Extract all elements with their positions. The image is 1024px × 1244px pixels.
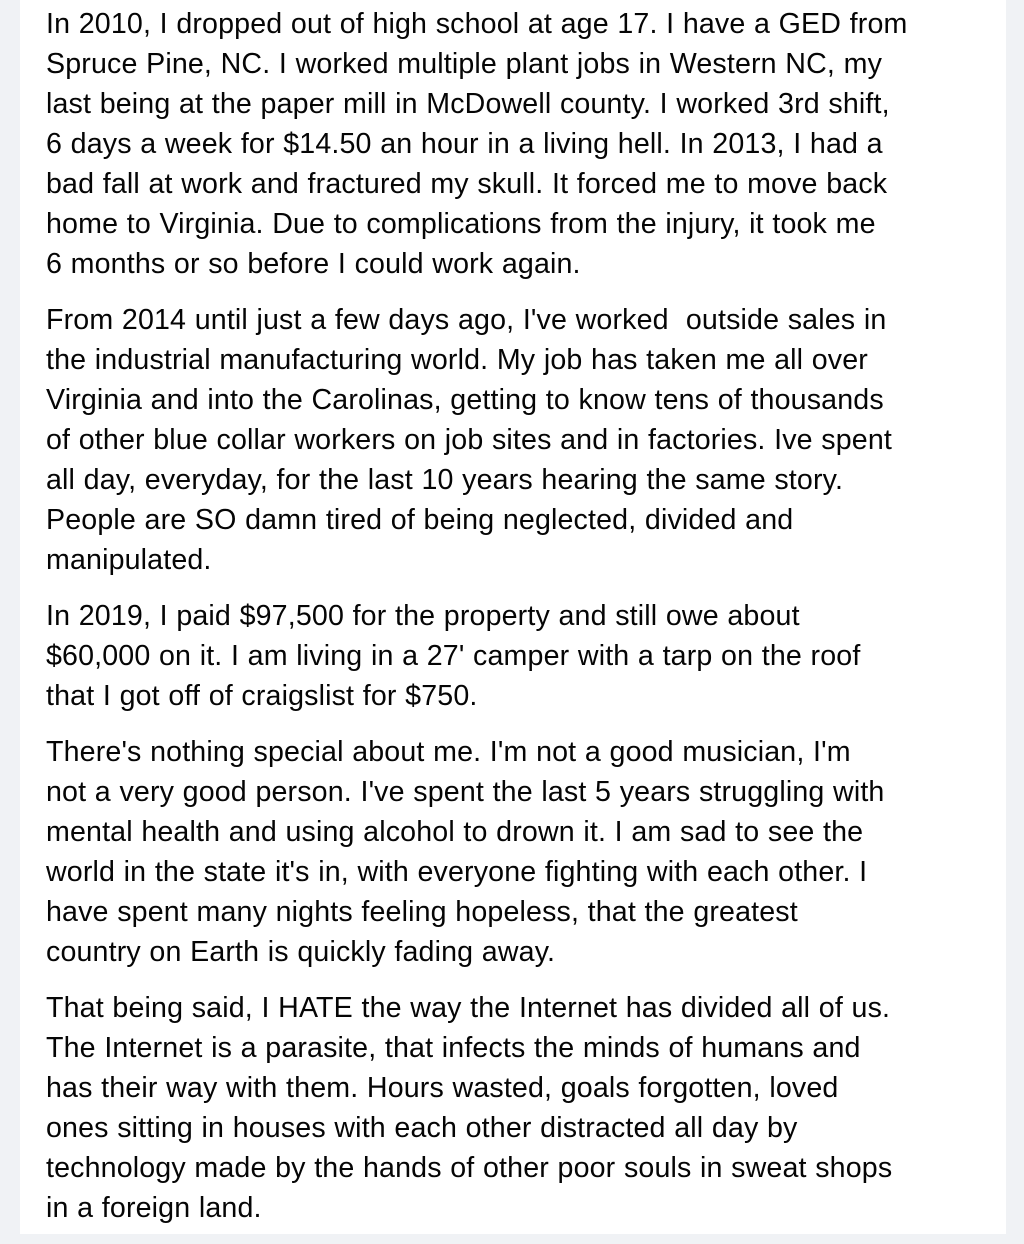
- text-line: technology made by the hands of other poor souls in sweat shops: [46, 1152, 893, 1184]
- post-body: [46, 4, 996, 1244]
- text-line: The Internet is a parasite, that infects the minds of humans and: [46, 1032, 861, 1064]
- text-line: all day, everyday, for the last 10 years hearing the same story.: [46, 464, 844, 496]
- post-paragraph-1: [46, 4, 996, 284]
- text-line: not a very good person. I've spent the last 5 years struggling with: [46, 776, 885, 808]
- text-line: have spent many nights feeling hopeless, that the greatest: [46, 896, 798, 928]
- text-line: In 2010, I dropped out of high school at age 17. I have a GED from: [46, 8, 908, 40]
- text-line: From 2014 until just a few days ago, I've worked outside sales in: [46, 304, 887, 336]
- post-paragraph-5: [46, 988, 996, 1228]
- text-line: 6 days a week for $14.50 an hour in a living hell. In 2013, I had a: [46, 128, 883, 160]
- text-line: last being at the paper mill in McDowell county. I worked 3rd shift,: [46, 88, 890, 120]
- text-line: $60,000 on it. I am living in a 27' camper with a tarp on the roof: [46, 640, 861, 672]
- text-line: mental health and using alcohol to drown it. I am sad to see the: [46, 816, 864, 848]
- post-paragraph-2: [46, 300, 996, 580]
- text-line: There's nothing special about me. I'm not a good musician, I'm: [46, 736, 851, 768]
- text-line: has their way with them. Hours wasted, goals forgotten, loved: [46, 1072, 839, 1104]
- text-line: home to Virginia. Due to complications from the injury, it took me: [46, 208, 876, 240]
- text-line: Virginia and into the Carolinas, getting to know tens of thousands: [46, 384, 884, 416]
- text-line: ones sitting in houses with each other distracted all day by: [46, 1112, 798, 1144]
- post-paragraph-3: [46, 596, 996, 716]
- text-line: in a foreign land.: [46, 1192, 262, 1224]
- text-line: of other blue collar workers on job sites and in factories. Ive spent: [46, 424, 893, 456]
- text-line: world in the state it's in, with everyone fighting with each other. I: [46, 856, 868, 888]
- text-line: 6 months or so before I could work again.: [46, 248, 581, 280]
- post-paragraph-4: [46, 732, 996, 972]
- text-line: Spruce Pine, NC. I worked multiple plant jobs in Western NC, my: [46, 48, 883, 80]
- text-line: the industrial manufacturing world. My job has taken me all over: [46, 344, 868, 376]
- text-line: People are SO damn tired of being neglected, divided and: [46, 504, 794, 536]
- text-line: bad fall at work and fractured my skull. It forced me to move back: [46, 168, 888, 200]
- text-line: That being said, I HATE the way the Internet has divided all of us.: [46, 992, 891, 1024]
- post-card: [20, 0, 1006, 1234]
- text-line: manipulated.: [46, 544, 212, 576]
- text-line: country on Earth is quickly fading away.: [46, 936, 556, 968]
- text-line: that I got off of craigslist for $750.: [46, 680, 478, 712]
- text-line: In 2019, I paid $97,500 for the property and still owe about: [46, 600, 800, 632]
